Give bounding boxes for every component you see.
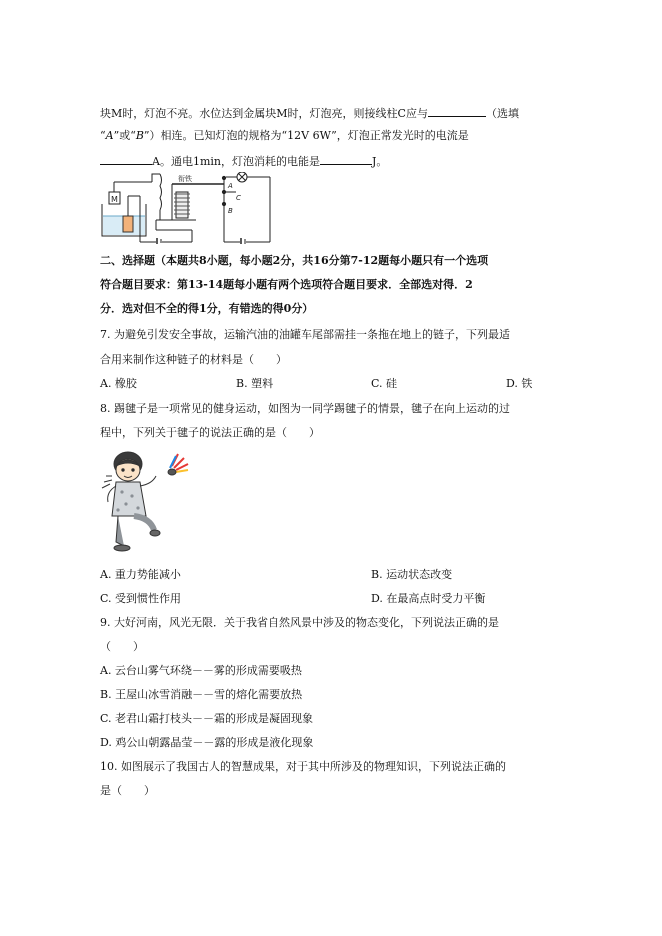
q8-option-d: D. 在最高点时受力平衡 (371, 592, 486, 605)
q7-option-a: A. 橡胶 (100, 377, 137, 390)
q8-option-b: B. 运动状态改变 (371, 568, 453, 581)
q8-stem-line-2: 程中，下列关于毽子的说法正确的是（ ） (100, 426, 320, 439)
q7-stem-line-2: 合用来制作这种链子的材料是（ ） (100, 353, 287, 366)
answer-blank-current (100, 153, 152, 165)
label-m: M (111, 195, 118, 204)
answer-blank-energy (320, 153, 372, 165)
label-a: A (228, 182, 233, 190)
q6-line-1 (100, 105, 519, 122)
label-armature: 衔铁 (178, 175, 192, 183)
relay-circuit-diagram (100, 172, 280, 244)
q8-option-c: C. 受到惯性作用 (100, 592, 182, 605)
q9-stem-line-1: 9. 大好河南，风光无限．关于我省自然风景中涉及的物态变化，下列说法正确的是 (100, 616, 499, 629)
q9-option-b: B. 王屋山冰雪消融－－雪的熔化需要放热 (100, 688, 303, 701)
label-b: B (228, 207, 233, 215)
q9-option-c: C. 老君山霜打枝头－－霜的形成是凝固现象 (100, 712, 314, 725)
q6-text: （选填 (485, 107, 519, 120)
q6-text: 块M时，灯泡不亮。水位达到金属块M时，灯泡亮，则接线柱C应与 (100, 107, 428, 120)
q7-option-d: D. 铁 (506, 377, 533, 390)
q10-stem-line-1: 10. 如图展示了我国古人的智慧成果，对于其中所涉及的物理知识，下列说法正确的 (100, 760, 506, 773)
q9-option-d: D. 鸡公山朝露晶莹－－露的形成是液化现象 (100, 736, 314, 749)
q10-stem-line-2: 是（ ） (100, 784, 155, 797)
q6-line-3: A。通电1min，灯泡消耗的电能是 J。 (100, 153, 387, 170)
q7-option-c: C. 硅 (371, 377, 398, 390)
section-heading-line-1: 二、选择题（本题共8小题，每小题2分，共16分第7-12题每小题只有一个选项 (100, 254, 489, 267)
section-heading-line-3: 分．选对但不全的得1分，有错选的得0分） (100, 302, 314, 315)
answer-blank-c (428, 105, 486, 117)
label-c: C (236, 194, 241, 202)
section-heading-line-2: 符合题目要求：第13-14题每小题有两个选项符合题目要求．全部选对得．2 (100, 278, 473, 291)
q8-option-a: A. 重力势能减小 (100, 568, 181, 581)
q8-stem-line-1: 8. 踢毽子是一项常见的健身运动，如图为一同学踢毽子的情景，毽子在向上运动的过 (100, 402, 510, 415)
q7-option-b: B. 塑料 (236, 377, 274, 390)
q9-stem-line-2: （ ） (100, 640, 144, 653)
shuttlecock-kick-illustration (98, 446, 192, 558)
q7-stem-line-1: 7. 为避免引发安全事故，运输汽油的油罐车尾部需挂一条拖在地上的链子，下列最适 (100, 328, 510, 341)
q9-option-a: A. 云台山雾气环绕－－雾的形成需要吸热 (100, 664, 302, 677)
q6-line-2: “A”或“B”）相连。已知灯泡的规格为“12V 6W”，灯泡正常发光时的电流是 (100, 129, 469, 142)
